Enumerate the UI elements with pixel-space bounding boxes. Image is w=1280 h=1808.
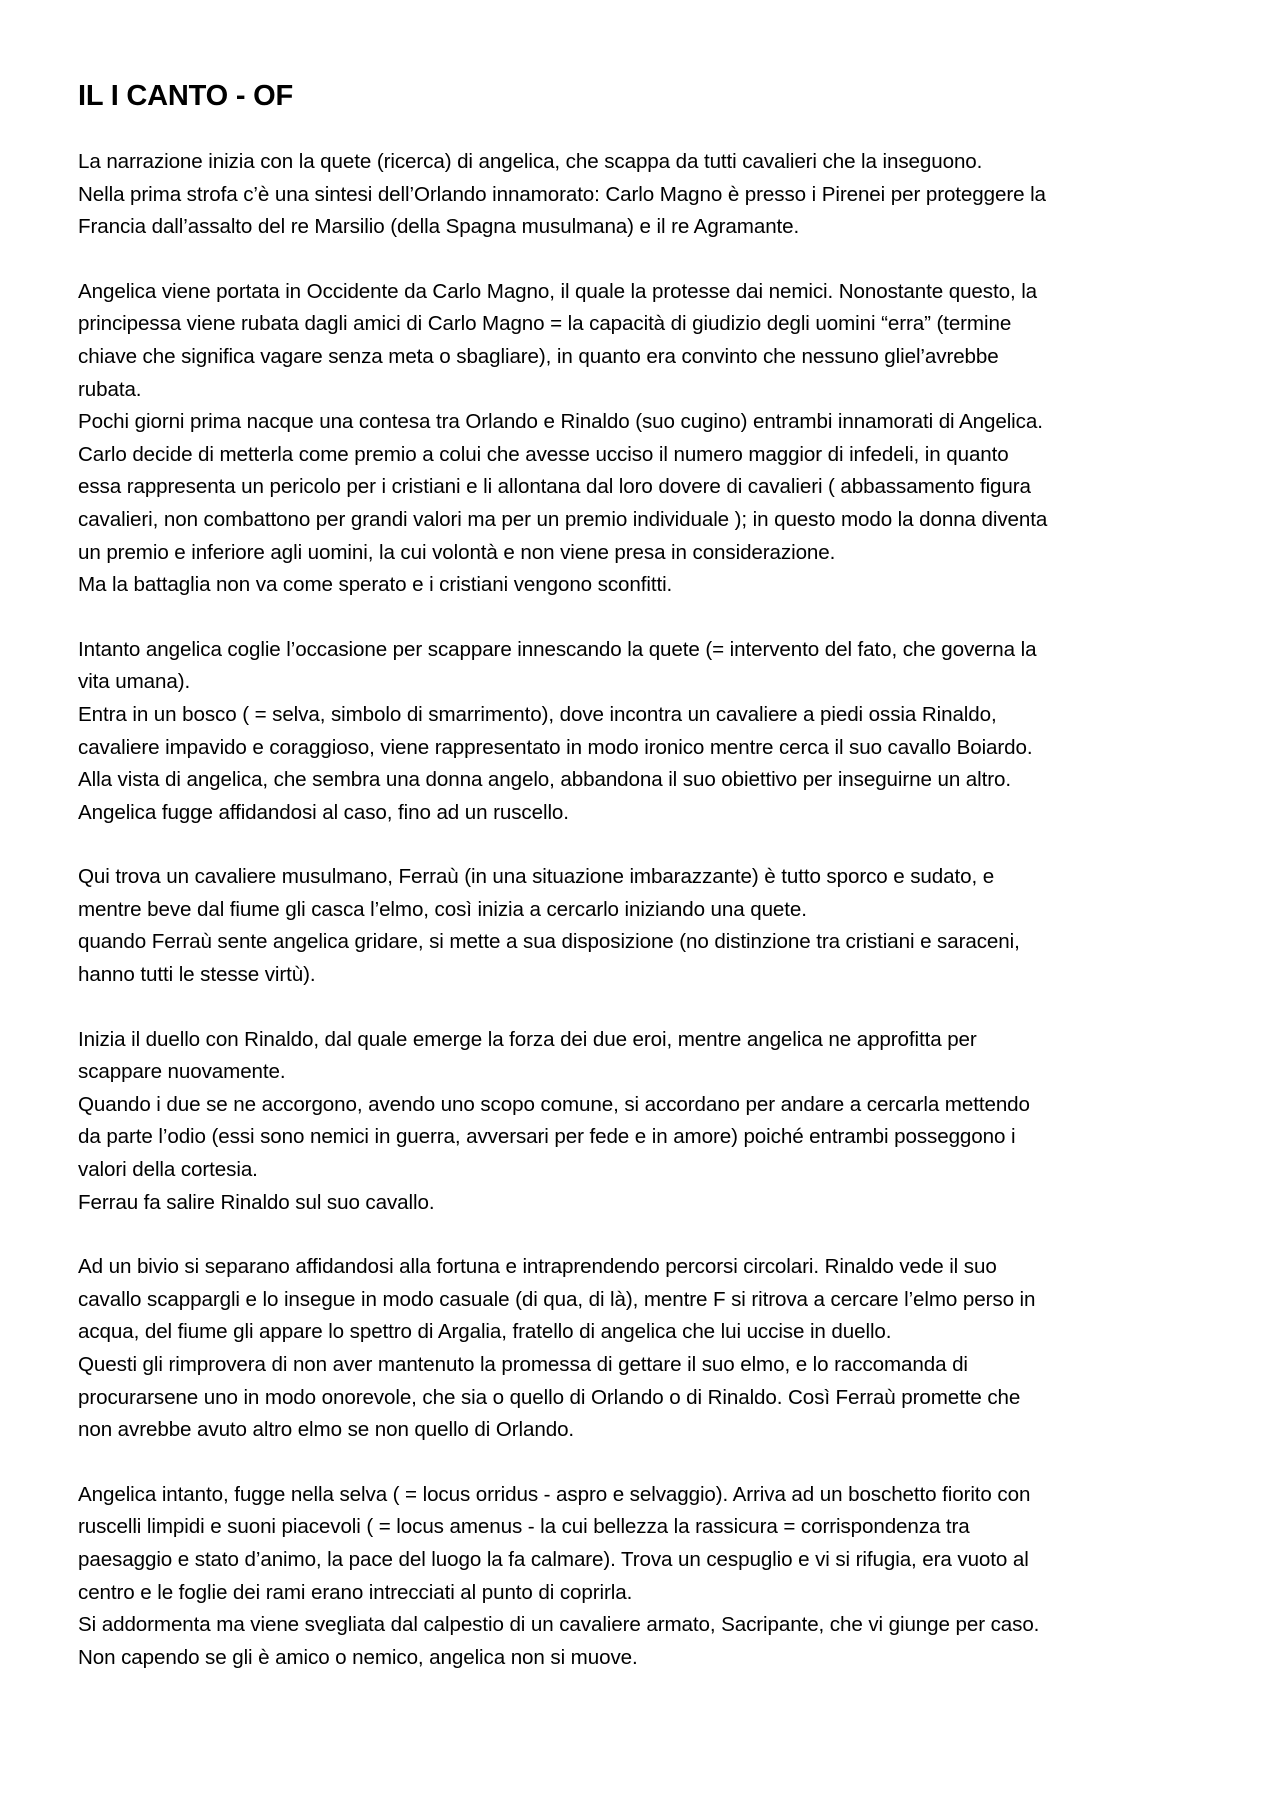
text-line: da parte l’odio (essi sono nemici in guerra, avversari per fede e in amore) poiché entrambi posseggono i: [78, 1125, 1016, 1149]
text-line: centro e le foglie dei rami erano intrecciati al punto di coprirla.: [78, 1580, 633, 1604]
text-line: rubata.: [78, 377, 142, 401]
text-line: Carlo decide di metterla come premio a colui che avesse ucciso il numero maggior di infedeli, in quanto: [78, 442, 1009, 466]
text-line: vita umana).: [78, 670, 191, 694]
paragraph: [78, 1479, 1218, 1675]
text-line: valori della cortesia.: [78, 1158, 258, 1182]
text-line: Inizia il duello con Rinaldo, dal quale emerge la forza dei due eroi, mentre angelica ne approfitta per: [78, 1027, 977, 1051]
text-line: essa rappresenta un pericolo per i cristiani e li allontana dal loro dovere di cavalieri ( abbassamento figura: [78, 475, 1031, 499]
text-line: Entra in un bosco ( = selva, simbolo di smarrimento), dove incontra un cavaliere a piedi ossia Rinaldo,: [78, 702, 997, 726]
text-line: hanno tutti le stesse virtù).: [78, 963, 316, 987]
text-line: mentre beve dal fiume gli casca l’elmo, così inizia a cercarlo iniziando una quete.: [78, 897, 807, 921]
text-line: scappare nuovamente.: [78, 1060, 286, 1084]
text-line: Questi gli rimprovera di non aver mantenuto la promessa di gettare il suo elmo, e lo raccomanda di: [78, 1353, 968, 1376]
text-line: acqua, del fiume gli appare lo spettro di Argalia, fratello di angelica che lui uccise in duello.: [78, 1320, 892, 1344]
paragraph: [78, 146, 1218, 244]
text-line: principessa viene rubata dagli amici di Carlo Magno = la capacità di giudizio degli uomini “erra” (termine: [78, 312, 1012, 336]
paragraph: [78, 634, 1218, 830]
text-line: Angelica intanto, fugge nella selva ( = locus orridus - aspro e selvaggio). Arriva ad un boschetto fiorito con: [78, 1482, 1031, 1506]
text-line: paesaggio e stato d’animo, la pace del luogo la fa calmare). Trova un cespuglio e vi si rifugia, era vuoto al: [78, 1547, 1029, 1571]
paragraph: [78, 1251, 1218, 1447]
text-line: Qui trova un cavaliere musulmano, Ferraù (in una situazione imbarazzante) è tutto sporco e sudato, e: [78, 865, 995, 889]
text-line: Ad un bivio si separano affidandosi alla fortuna e intraprendendo percorsi circolari. Rinaldo vede il suo: [78, 1255, 997, 1279]
text-line: un premio e inferiore agli uomini, la cui volontà e non viene presa in considerazione.: [78, 540, 836, 564]
text-line: cavallo scappargli e lo insegue in modo casuale (di qua, di là), mentre F si ritrova a cercare l’elmo perso in: [78, 1287, 1036, 1311]
text-line: Ferrau fa salire Rinaldo sul suo cavallo.: [78, 1190, 435, 1214]
paragraph: [78, 861, 1218, 991]
text-line: quando Ferraù sente angelica gridare, si mette a sua disposizione (no distinzione tra cristiani e saraceni,: [78, 930, 1020, 954]
text-line: Quando i due se ne accorgono, avendo uno scopo comune, si accordano per andare a cercarla mettendo: [78, 1092, 1030, 1116]
text-line: Non capendo se gli è amico o nemico, angelica non si muove.: [78, 1645, 638, 1669]
text-line: Nella prima strofa c’è una sintesi dell’Orlando innamorato: Carlo Magno è presso i Pirenei per proteggere la: [78, 182, 1046, 206]
text-line: Angelica viene portata in Occidente da Carlo Magno, il quale la protesse dai nemici. Nonostante questo, la: [78, 279, 1038, 303]
text-line: procurarsene uno in modo onorevole, che sia o quello di Orlando o di Rinaldo. Così Ferraù promette che: [78, 1385, 1021, 1409]
text-line: non avrebbe avuto altro elmo se non quello di Orlando.: [78, 1418, 575, 1442]
text-line: ruscelli limpidi e suoni piacevoli ( = locus amenus - la cui bellezza la rassicura = corrispondenza tra: [78, 1515, 970, 1539]
paragraph: [78, 1024, 1218, 1220]
text-line: Si addormenta ma viene svegliata dal calpestio di un cavaliere armato, Sacripante, che vi giunge per caso.: [78, 1613, 1040, 1637]
text-line: chiave che significa vagare senza meta o sbagliare), in quanto era convinto che nessuno gliel’avrebbe: [78, 344, 999, 368]
text-line: Ma la battaglia non va come sperato e i cristiani vengono sconfitti.: [78, 573, 673, 597]
text-line: cavaliere impavido e coraggioso, viene rappresentato in modo ironico mentre cerca il suo cavallo Boiardo.: [78, 735, 1033, 759]
text-line: Alla vista di angelica, che sembra una donna angelo, abbandona il suo obiettivo per inseguirne un altro.: [78, 768, 1011, 792]
text-line: Intanto angelica coglie l’occasione per scappare innescando la quete (= intervento del fato, che governa la: [78, 637, 1037, 661]
document-body: [78, 146, 1218, 1674]
paragraph: [78, 276, 1218, 602]
text-line: Angelica fugge affidandosi al caso, fino ad un ruscello.: [78, 800, 569, 824]
text-line: La narrazione inizia con la quete (ricerca) di angelica, che scappa da tutti cavalieri che la inseguono.: [78, 150, 983, 173]
text-line: Pochi giorni prima nacque una contesa tra Orlando e Rinaldo (suo cugino) entrambi innamorati di Angelica.: [78, 410, 1043, 434]
text-line: cavalieri, non combattono per grandi valori ma per un premio individuale ); in questo modo la donna diventa: [78, 507, 1048, 531]
document-title: IL I CANTO - OF: [78, 80, 294, 112]
text-line: Francia dall’assalto del re Marsilio (della Spagna musulmana) e il re Agramante.: [78, 215, 800, 239]
document-page: [78, 78, 1218, 1706]
